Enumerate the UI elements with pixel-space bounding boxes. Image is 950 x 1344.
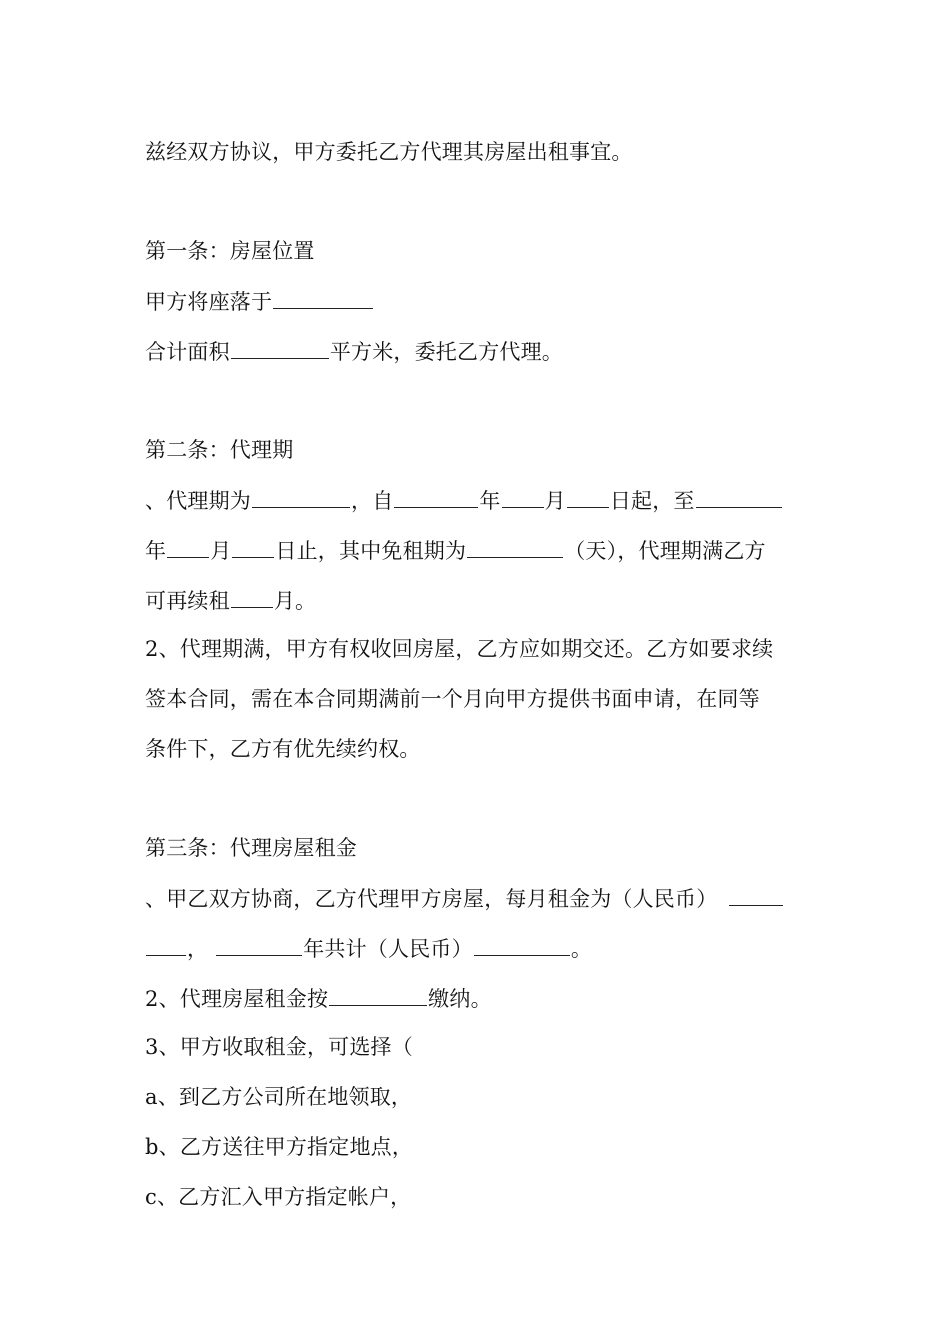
article-3-line-1 (145, 883, 810, 913)
article-2-heading (145, 435, 810, 465)
renew-suffix: 月。 (273, 589, 317, 613)
item-number: 2 (145, 987, 159, 1011)
area-blank (231, 336, 329, 359)
article-1-line-1 (145, 286, 810, 316)
payment-method-blank (329, 983, 427, 1006)
period-mark: 。 (570, 937, 593, 961)
item-number: 3 (145, 1035, 159, 1059)
option-a (145, 1082, 810, 1112)
year-label: 年 (479, 489, 501, 513)
option-letter: a (145, 1085, 158, 1109)
article-3-heading-text: 第三条：代理房屋租金 (145, 836, 357, 860)
area-suffix: 平方米，委托乙方代理。 (329, 340, 564, 364)
payment-suffix: 缴纳。 (428, 987, 492, 1011)
period-label: 、代理期为 (145, 489, 251, 513)
para-text: 、甲方收取租金，可选择（ (158, 1035, 413, 1059)
free-period-label: 日止，其中免租期为 (275, 539, 467, 563)
total-rent-blank (474, 933, 570, 956)
intro-text: 兹经双方协议，甲方委托乙方代理其房屋出租事宜。 (145, 140, 633, 164)
month-label: 月 (210, 539, 232, 563)
total-label: 年共计（人民币） (303, 937, 473, 961)
rent-label: 、甲乙双方协商，乙方代理甲方房屋，每月租金为（人民币） (145, 887, 718, 911)
monthly-rent-blank (729, 883, 783, 906)
month-label: 月 (544, 489, 566, 513)
option-text: 、乙方送往甲方指定地点， (158, 1135, 414, 1159)
option-b (145, 1132, 810, 1162)
payment-label: 、代理房屋租金按 (158, 987, 329, 1011)
location-blank (273, 286, 373, 309)
article-2-para-2-line-1 (145, 634, 810, 664)
start-month-blank (502, 485, 544, 508)
to-label: 日起，至 (609, 489, 695, 513)
end-month-blank (167, 535, 209, 558)
renew-label: 可再续租 (145, 589, 230, 613)
article-1-location-label: 甲方将座落于 (145, 290, 273, 314)
article-2-line-2 (145, 535, 810, 565)
article-3-para-3 (145, 1032, 810, 1062)
article-3-line-2 (145, 933, 810, 963)
article-1-heading (145, 236, 810, 266)
area-label: 合计面积 (145, 340, 230, 364)
article-3-heading (145, 833, 810, 863)
start-day-blank (567, 485, 609, 508)
option-text: 、到乙方公司所在地领取， (157, 1085, 413, 1109)
intro-paragraph (145, 137, 810, 167)
article-2-heading-text: 第二条：代理期 (145, 438, 294, 462)
article-1-line-2 (145, 336, 810, 366)
para-text: 条件下，乙方有优先续约权。 (145, 737, 421, 761)
option-letter: b (145, 1135, 159, 1159)
comma: ， (187, 937, 209, 961)
year-label: 年 (145, 539, 167, 563)
para-text: 、代理期满，甲方有权收回房屋，乙方应如期交还。乙方如要求续 (158, 637, 774, 661)
rent-years-blank (216, 933, 302, 956)
article-1-heading-text: 第一条：房屋位置 (145, 239, 315, 263)
article-3-para-2 (145, 983, 810, 1013)
option-text: 、乙方汇入甲方指定帐户， (156, 1185, 412, 1209)
article-2-line-1 (145, 485, 810, 515)
monthly-rent-blank-cont (146, 933, 186, 956)
option-c (145, 1182, 810, 1212)
end-year-blank (696, 485, 782, 508)
option-letter: c (145, 1185, 157, 1209)
from-label: ，自 (351, 489, 394, 513)
days-suffix: （天），代理期满乙方 (564, 539, 766, 563)
free-period-blank (467, 535, 563, 558)
start-year-blank (394, 485, 478, 508)
period-blank (252, 485, 350, 508)
article-2-para-2-line-2 (145, 684, 810, 714)
end-day-blank (232, 535, 274, 558)
article-2-para-2-line-3 (145, 734, 810, 764)
para-text: 签本合同，需在本合同期满前一个月向甲方提供书面申请，在同等 (145, 687, 760, 711)
item-number: 2 (145, 637, 159, 661)
renew-months-blank (231, 585, 273, 608)
article-2-line-3 (145, 585, 810, 615)
